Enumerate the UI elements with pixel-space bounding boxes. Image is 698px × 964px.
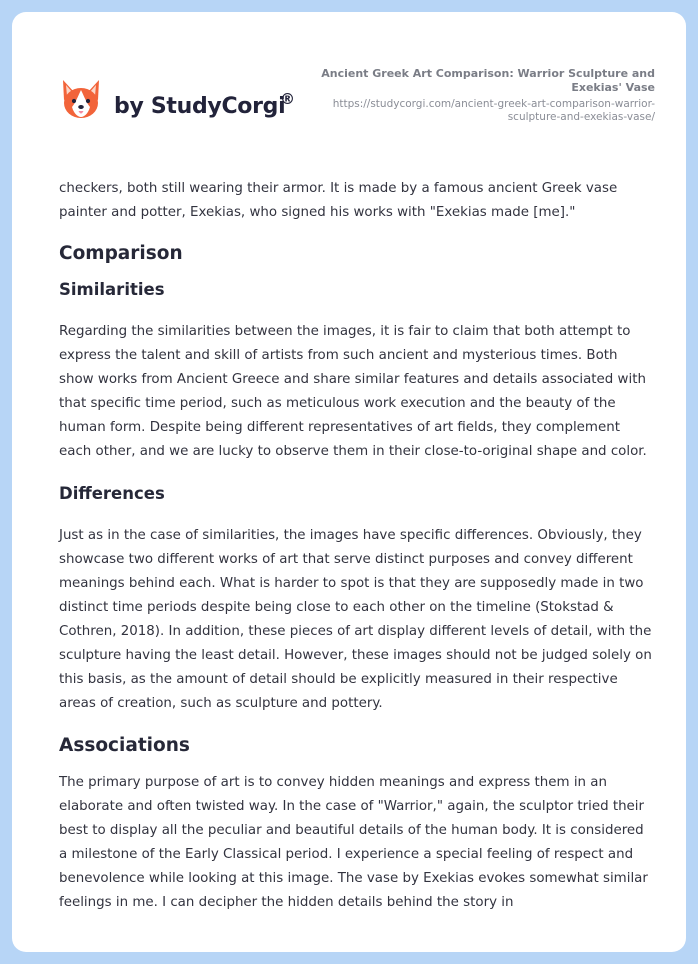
document-title: Ancient Greek Art Comparison: Warrior Sculpture and Exekias' Vase — [321, 67, 655, 94]
corgi-logo-icon — [60, 76, 102, 124]
document-url[interactable]: https://studycorgi.com/ancient-greek-art-comparison-warrior-sculpture-and-exekias-vase/ — [332, 98, 655, 123]
similarities-paragraph: Regarding the similarities between the images, it is fair to claim that both attempt to express the talent and skill of artists from such ancient and mysterious times. Both show works from Ancient Greece and share similar features and details associated with that specific time period, such as meticulous work execution and the beauty of the human form. Despite being different representatives of art fields, they complement each other, and we are lucky to observe them in their close-to-original shape and color. — [59, 324, 647, 459]
differences-heading: Differences — [59, 484, 165, 503]
brand-name: by StudyCorgi — [114, 94, 286, 119]
differences-paragraph: Just as in the case of similarities, the images have specific differences. Obviously, they showcase two different works of art that serve distinct purposes and convey different meanings behind each. What is harder to spot is that they are supposedly made in two distinct time periods despite being close to each other on the timeline (Stokstad & Cothren, 2018). In addition, these pieces of art display different levels of detail, with the sculpture having the least detail. However, these images should not be judged solely on this basis, as the amount of detail should be explicitly measured in their respective areas of creation, such as sculpture and pottery. — [59, 528, 652, 711]
similarities-heading: Similarities — [59, 280, 165, 299]
document-header-info — [295, 67, 655, 124]
associations-heading: Associations — [59, 735, 190, 756]
document-body — [59, 177, 653, 915]
intro-paragraph: checkers, both still wearing their armor. It is made by a famous ancient Greek vase painter and potter, Exekias, who signed his works with "Exekias made [me]." — [59, 181, 618, 220]
registered-mark: ® — [280, 90, 295, 108]
document-page — [12, 12, 686, 952]
associations-paragraph: The primary purpose of art is to convey hidden meanings and express them in an elaborate and often twisted way. In the case of "Warrior," again, the sculptor tried their best to display all the peculiar and beautiful details of the human body. It is considered a milestone of the Early Classical period. I experience a special feeling of respect and benevolence while looking at this image. The vase by Exekias evokes somewhat similar feelings in me. I can decipher the hidden details behind the story in — [59, 775, 648, 910]
comparison-heading: Comparison — [59, 243, 183, 264]
